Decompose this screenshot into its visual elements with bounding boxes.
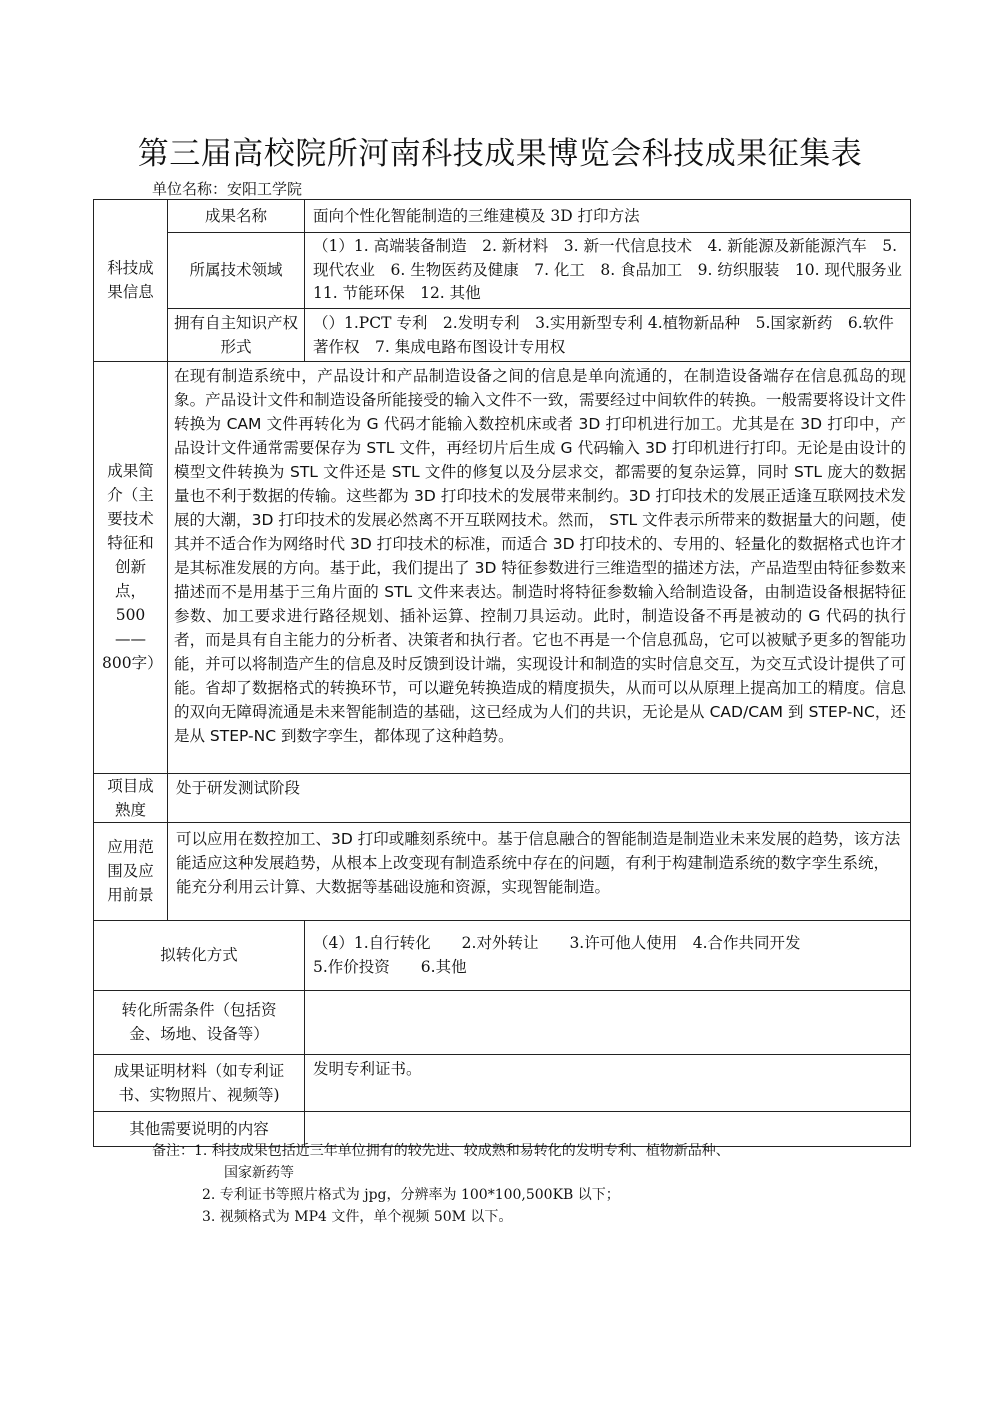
- maturity-value: 处于研发测试阶段: [168, 773, 911, 822]
- application-label: 应用范围及应用前景: [94, 822, 168, 920]
- conditions-value: [305, 990, 911, 1054]
- table-row: [94, 200, 911, 233]
- application-value: 可以应用在数控加工、3D 打印或雕刻系统中。基于信息融合的智能制造是制造业未来发展的趋势，该方法能适应这种发展趋势，从根本上改变现有制造系统中存在的问题，有利于构建制造系统的数字孪生系统，能充分利用云计算、大数据等基础设施和资源，实现智能制造。: [168, 822, 911, 920]
- unit-name: 单位名称：安阳工学院: [152, 180, 303, 198]
- maturity-label: 项目成熟度: [94, 773, 168, 822]
- transfer-options-line1: （4）1.自行转化 2.对外转让 3.许可他人使用 4.合作共同开发: [313, 933, 801, 952]
- proof-value: 发明专利证书。: [305, 1054, 911, 1111]
- result-name-label: 成果名称: [168, 200, 305, 233]
- collection-form-table: [93, 199, 918, 1147]
- table-row: [94, 920, 911, 990]
- other-label: 其他需要说明的内容: [94, 1111, 305, 1146]
- transfer-method-value: [305, 920, 911, 990]
- summary-label: 成果简介（主要技术特征和创新点，500——800字）: [94, 361, 168, 773]
- section-info-label: 科技成果信息: [94, 200, 168, 362]
- note-1-cont: 国家新药等: [224, 1165, 294, 1181]
- transfer-options-line2: 5.作价投资 6.其他: [313, 957, 467, 976]
- proof-label: 成果证明材料（如专利证书、实物照片、视频等): [94, 1054, 305, 1111]
- note-3: 3. 视频格式为 MP4 文件，单个视频 50M 以下。: [202, 1209, 513, 1225]
- page-title: 第三届高校院所河南科技成果博览会科技成果征集表: [137, 136, 863, 172]
- notes: [152, 1140, 730, 1228]
- tech-field-label: 所属技术领域: [168, 233, 305, 309]
- result-name-value: 面向个性化智能制造的三维建模及 3D 打印方法: [305, 200, 911, 233]
- transfer-method-label: 拟转化方式: [94, 920, 305, 990]
- note-2: 2. 专利证书等照片格式为 jpg，分辨率为 100*100,500KB 以下；: [202, 1187, 620, 1203]
- ip-form-value: （）1.PCT 专利 2.发明专利 3.实用新型专利 4.植物新品种 5.国家新药 6.软件著作权 7. 集成电路布图设计专用权: [305, 308, 911, 361]
- table-row: [94, 990, 911, 1054]
- table-row: [94, 822, 911, 920]
- table-row: [94, 233, 911, 309]
- ip-form-label: 拥有自主知识产权形式: [168, 308, 305, 361]
- summary-text: 在现有制造系统中，产品设计和产品制造设备之间的信息是单向流通的，在制造设备端存在信息孤岛的现象。产品设计文件和制造设备所能接受的输入文件不一致，需要经过中间软件的转换。一般需要将设计文件转换为 CAM 文件再转化为 G 代码才能输入数控机床或者 3D 打印机进行加工。尤其是在 3D 打印中，产品设计文件通常需要保存为 STL 文件，再经切片后生成 G 代码输入 3D 打印机进行打印。无论是由设计的模型文件转换为 STL 文件还是 STL 文件的修复以及分层求交，都需要的复杂运算，同时 STL 庞大的数据量也不利于数据的传输。这些都为 3D 打印技术的发展带来制约。3D 打印技术的发展正适逢互联网技术发展的大潮，3D 打印技术的发展必然离不开互联网技术。然而， STL 文件表示所带来的数据量大的问题，使其并不适合作为网络时代 3D 打印技术的标准，而适合 3D 打印技术的、专用的、轻量化的数据格式也许才是其标准发展的方向。基于此，我们提出了 3D 特征参数进行三维造型的描述方法，产品造型由特征参数来描述而不是用基于三角片面的 STL 文件来表达。制造时将特征参数输入给制造设备，由制造设备根据特征参数、加工要求进行路径规划、插补运算、控制刀具运动。此时，制造设备不再是被动的 G 代码的执行者，而是具有自主能力的分析者、决策者和执行者。它也不再是一个信息孤岛，它可以被赋予更多的智能功能，并可以将制造产生的信息及时反馈到设计端，实现设计和制造的实时信息交互，为交互式设计提供了可能。省却了数据格式的转换环节，可以避免转换造成的精度损失，从而可以从原理上提高加工的精度。信息的双向无障碍流通是未来智能制造的基础，这已经成为人们的共识，无论是从 CAD/CAM 到 STEP-NC，还是从 STEP-NC 到数字孪生，都体现了这种趋势。: [168, 361, 911, 773]
- table-row: [94, 1054, 911, 1111]
- conditions-label: 转化所需条件（包括资金、场地、设备等）: [94, 990, 305, 1054]
- tech-field-value: （1）1. 高端装备制造 2. 新材料 3. 新一代信息技术 4. 新能源及新能源汽车 5. 现代农业 6. 生物医药及健康 7. 化工 8. 食品加工 9. 纺织服装 10. 现代服务业 11. 节能环保 12. 其他: [305, 233, 911, 309]
- table-row: [94, 308, 911, 361]
- table-row: [94, 773, 911, 822]
- table-row: [94, 361, 911, 773]
- note-1: 备注：1. 科技成果包括近三年单位拥有的较先进、较成熟和易转化的发明专利、植物新品种、: [152, 1143, 730, 1159]
